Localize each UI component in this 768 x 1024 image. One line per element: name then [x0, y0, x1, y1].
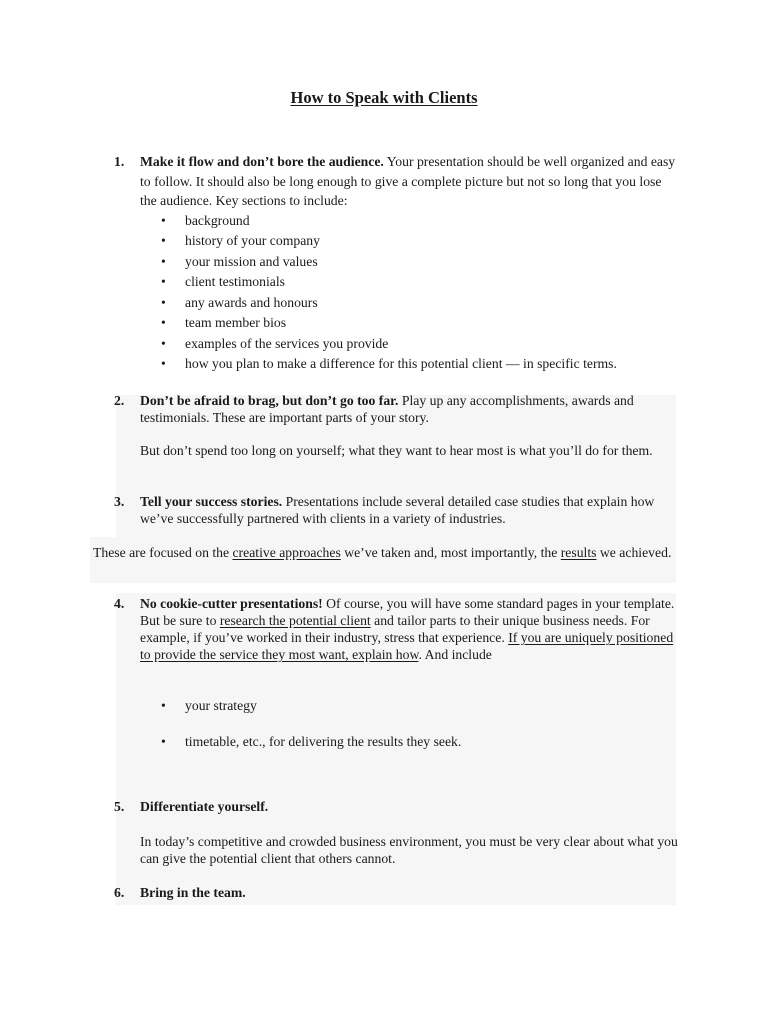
item-text: Play up any accomplishments, awards and testimonials. These are important parts of your story.	[140, 393, 634, 425]
list-item: • your mission and values	[140, 252, 680, 273]
bullet-icon: •	[161, 294, 166, 310]
item-heading: Don’t be afraid to brag, but don’t go too far.	[140, 393, 399, 408]
list-item: • your strategy	[140, 696, 680, 716]
paragraph: In today’s competitive and crowded business environment, you must be very clear about what you can give the potential client that others cannot.	[140, 834, 678, 866]
list-item: • team member bios	[140, 313, 680, 334]
item-heading: No cookie-cutter presentations!	[140, 596, 323, 611]
bullet-icon: •	[161, 315, 166, 330]
page-title: How to Speak with Clients	[290, 88, 478, 107]
paragraph: These are focused on the creative approaches we’ve taken and, most importantly, the results we achieved.	[93, 545, 672, 560]
item-text: Your presentation should be well organized and easy to follow. It should also be long enough to give a complete picture but not so long that you lose the audience. Key sections to include:	[140, 154, 676, 208]
link-research-client[interactable]: research the potential client	[219, 613, 371, 628]
list-item-1	[114, 152, 680, 375]
bullet-icon: •	[161, 698, 166, 713]
link-creative-approaches[interactable]: creative approaches	[232, 545, 341, 560]
bullet-icon: •	[161, 356, 166, 371]
list-item: • examples of the services you provide	[140, 334, 680, 355]
bullet-icon: •	[161, 335, 166, 351]
list-item-5	[114, 798, 680, 815]
item-number: 3.	[114, 494, 125, 509]
item-number: 2.	[114, 393, 125, 408]
item-text: Presentations include several detailed case studies that explain how we’ve successfully partnered with clients in a variety of industries.	[140, 494, 655, 526]
item-number: 1.	[114, 154, 125, 169]
item-number: 5.	[114, 799, 125, 814]
list-item-6	[114, 884, 680, 901]
item-heading: Bring in the team.	[140, 885, 246, 900]
list-item: • any awards and honours	[140, 293, 680, 314]
item-heading: Tell your success stories.	[140, 494, 283, 509]
item-number: 6.	[114, 885, 125, 900]
paragraph: But don’t spend too long on yourself; what they want to hear most is what you’ll do for them.	[140, 443, 653, 458]
list-item: • how you plan to make a difference for this potential client — in specific terms.	[140, 354, 680, 375]
bullet-icon: •	[161, 233, 166, 248]
item-heading: Differentiate yourself.	[140, 799, 269, 814]
bullet-icon: •	[161, 212, 166, 228]
item-number: 4.	[114, 596, 125, 611]
list-item: • client testimonials	[140, 272, 680, 293]
bullet-list	[140, 211, 680, 375]
list-item-3	[114, 493, 680, 527]
bullet-icon: •	[161, 734, 166, 749]
list-item: • history of your company	[140, 231, 680, 252]
list-item-4: 4. No cookie-cutter presentations! Of course, you will have some standard pages in your template. But be sure to research the potential client and tailor parts to their unique business needs. For example, if you’ve worked in their industry, stress that experience. If you are uniquely positioned to provide the service they most want, explain how. And include	[114, 596, 675, 662]
link-results[interactable]: results	[560, 545, 597, 560]
item-heading: Make it flow and don’t bore the audience.	[140, 154, 384, 169]
link-explain-how[interactable]: If you are uniquely positioned to provide the service they most want, explain how	[140, 630, 674, 662]
list-item-2	[114, 392, 680, 426]
list-item: • background	[140, 211, 680, 232]
list-item: • timetable, etc., for delivering the results they seek.	[140, 732, 680, 752]
bullet-icon: •	[161, 253, 166, 269]
bullet-icon: •	[161, 274, 166, 289]
